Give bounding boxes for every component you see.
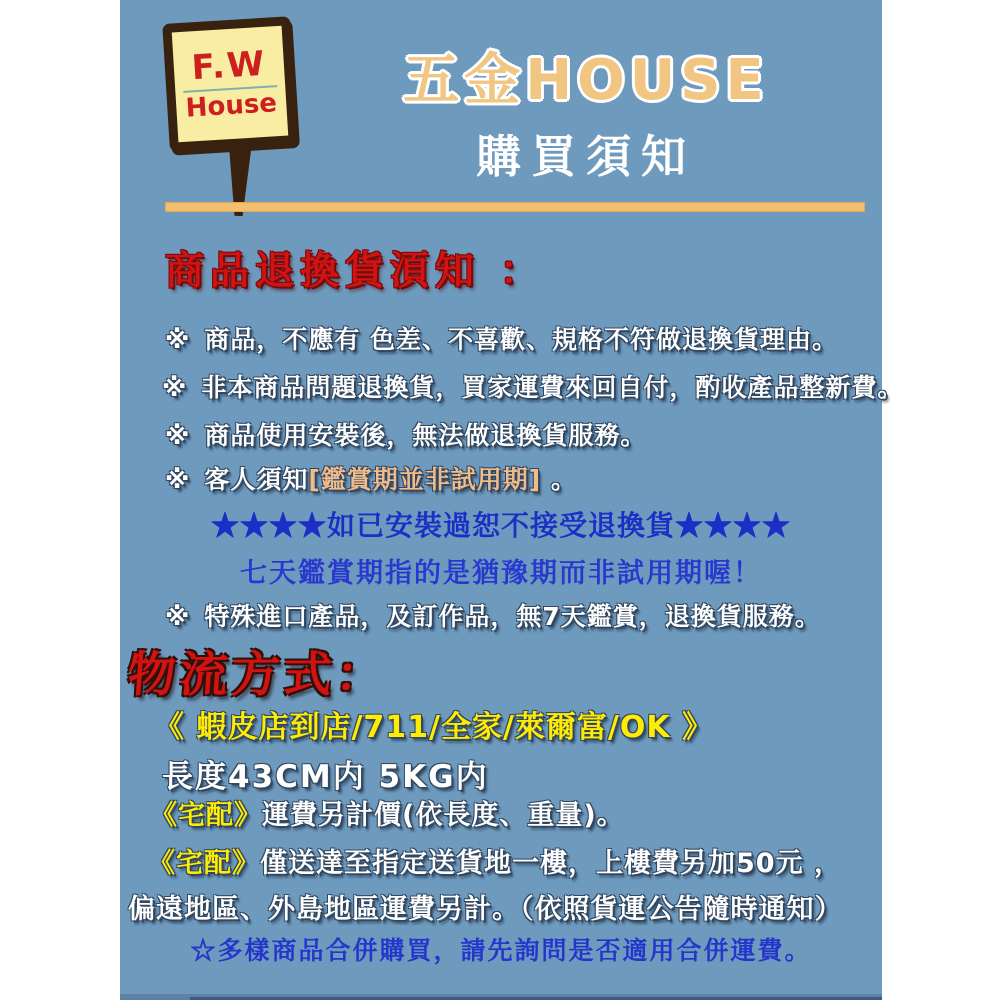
combined-shipping-note: ☆多樣商品合併購買，請先詢問是否適用合併運費。 (190, 938, 812, 965)
appraisal-highlight: [鑑賞期並非試用期] (308, 465, 542, 494)
home-delivery-tag: 《宅配》 (150, 800, 262, 831)
appraisal-note: 七天鑑賞期指的是猶豫期而非試用期喔！ (240, 558, 762, 588)
bullet-text: 商品使用安裝後，無法做退換貨服務。 (204, 421, 647, 450)
return-rule-2 (162, 368, 903, 404)
page-title: 五金HOUSE (403, 48, 769, 113)
home-delivery-line-1 (150, 793, 625, 832)
bullet-marker: ※ (165, 602, 191, 631)
bullet-text: 特殊進口產品，及訂作品，無7天鑑賞，退換貨服務。 (204, 602, 821, 631)
header-divider (165, 202, 865, 212)
return-rule-special (165, 597, 821, 633)
logo-text-house: House (184, 88, 278, 124)
return-notice-heading: 商品退換貨湏知 ： (165, 249, 545, 294)
logo-board (162, 16, 298, 152)
home-delivery-tag: 《宅配》 (148, 848, 260, 879)
return-rule-3 (165, 416, 646, 452)
home-delivery-text: 運費另計價(依長度、重量)。 (262, 800, 625, 831)
home-delivery-text: 僅送達至指定送貨地一樓，上樓費另加50元 ， (260, 848, 842, 879)
bullet-marker: ※ (165, 325, 191, 354)
bullet-suffix: 。 (541, 465, 577, 494)
home-delivery-line-2-cont: 偏遠地區、外島地區運費另計。（依照貨運公告隨時通知） (128, 894, 843, 925)
bullet-marker: ※ (162, 373, 188, 402)
blue-panel (120, 0, 904, 1000)
star-banner: ★★★★如已安裝過恕不接受退換貨★★★★ (210, 511, 791, 542)
return-rule-4 (165, 460, 577, 496)
bullet-text: 非本商品問題退換貨，買家運費來回自付，酌收產品整新費。 (201, 373, 904, 402)
bullet-marker: ※ (165, 465, 191, 494)
logo-text-fw: F.W (190, 43, 268, 89)
bullet-text: 客人須知 (204, 465, 309, 494)
logistics-heading: 物流方式： (125, 647, 390, 703)
size-limit-line: 長度43CM内 5KG内 (162, 759, 489, 795)
store-pickup-options-line: 《 蝦皮店到店/711/全家/萊爾富/OK 》 (154, 710, 714, 745)
bullet-text: 商品，不應有 色差、不喜歡、規格不符做退換貨理由。 (204, 325, 839, 354)
page-subtitle: 購買須知 (475, 130, 696, 183)
home-delivery-line-2 (148, 841, 842, 880)
bullet-marker: ※ (165, 421, 191, 450)
return-rule-1 (165, 320, 838, 356)
